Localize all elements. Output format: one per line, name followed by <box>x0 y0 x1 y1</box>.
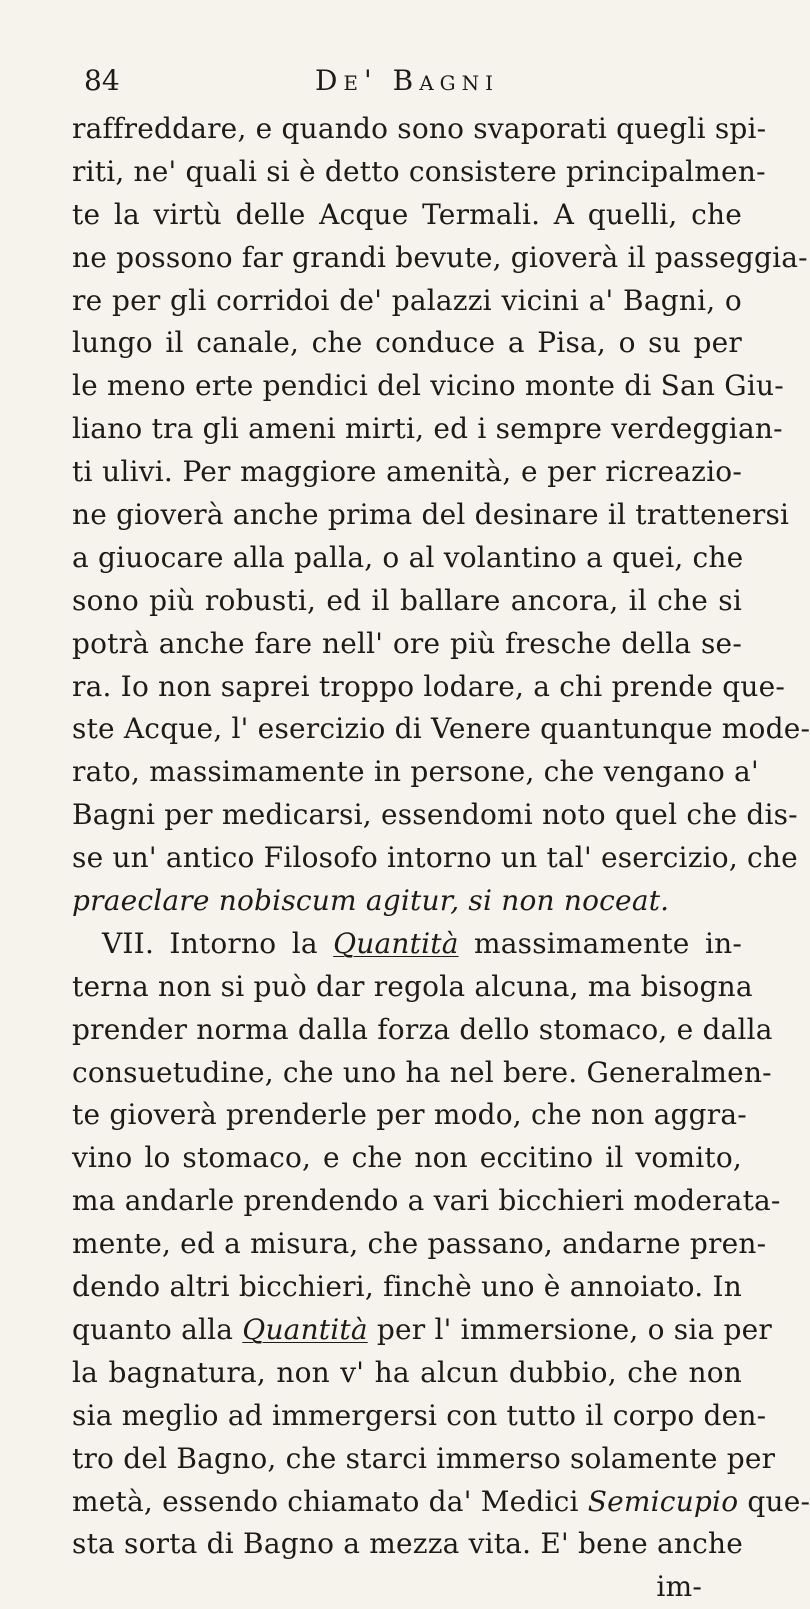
line-text: potrà anche fare nell' ore più fresche della se- <box>72 626 742 660</box>
line-text: per l' immersione, o sia per <box>367 1312 772 1346</box>
line-text: VII. Intorno la <box>102 926 334 960</box>
text-line <box>72 623 742 666</box>
text-line <box>72 1352 742 1395</box>
text-line <box>72 280 742 323</box>
text-line <box>72 322 742 365</box>
line-text: riti, ne' quali si è detto consistere principalmen- <box>72 154 766 188</box>
line-text: terna non si può dar regola alcuna, ma bisogna <box>72 969 753 1003</box>
text-line <box>72 365 784 408</box>
text-line <box>72 1180 781 1223</box>
text-line <box>72 1481 810 1524</box>
text-line <box>72 1094 747 1137</box>
line-text: dendo altri bicchieri, finchè uno è annoiato. In <box>72 1270 742 1304</box>
line-text: a giuocare alla palla, o al volantino a quei, che <box>72 540 744 574</box>
line-text: quanto alla <box>72 1312 243 1346</box>
text-line <box>72 837 798 880</box>
text-line <box>72 1009 773 1052</box>
line-text: vino lo stomaco, e che non eccitino il vomito, <box>72 1141 742 1175</box>
line-text: consuetudine, che uno ha nel bere. Generalmen- <box>72 1055 772 1089</box>
line-text: sta sorta di Bagno a mezza vita. E' bene anche <box>72 1527 744 1561</box>
line-text: tro del Bagno, che starci immerso solamente per <box>72 1441 776 1475</box>
text-line <box>72 751 759 794</box>
line-text: massimamente in- <box>458 926 742 960</box>
line-text: te gioverà prenderle per modo, che non aggra- <box>72 1098 747 1132</box>
line-text: ra. Io non saprei troppo lodare, a chi prende que- <box>72 669 786 703</box>
text-line <box>72 194 742 237</box>
emphasized-text: praeclare nobiscum agitur, si non noceat. <box>72 884 670 918</box>
running-head: De' Bagni <box>314 64 500 97</box>
line-text: im- <box>656 1570 702 1604</box>
text-line <box>72 1052 772 1095</box>
line-text: mente, ed a misura, che passano, andarne pren- <box>72 1227 767 1261</box>
line-text: re per gli corridoi de' palazzi vicini a' Bagni, o <box>72 283 742 317</box>
line-text: sono più robusti, ed il ballare ancora, il che si <box>72 583 742 617</box>
text-line <box>72 1395 767 1438</box>
line-text: liano tra gli ameni mirti, ed i sempre verdeggian- <box>72 412 783 446</box>
line-text: rato, massimamente in persone, che vengano a' <box>72 755 759 789</box>
line-text: metà, essendo chiamato da' Medici <box>72 1484 588 1518</box>
text-line <box>72 880 742 923</box>
line-text: raffreddare, e quando sono svaporati quegli spi- <box>72 112 767 145</box>
text-line <box>72 451 742 494</box>
text-line <box>72 1137 742 1180</box>
text-line <box>72 1438 776 1481</box>
text-line <box>72 408 783 451</box>
emphasized-text: Semicupio <box>587 1484 739 1518</box>
line-text: ste Acque, l' esercizio di Venere quantunque mode- <box>72 712 810 746</box>
catchword <box>72 1566 742 1609</box>
text-line <box>72 237 808 280</box>
emphasized-text: Quantità <box>242 1312 368 1346</box>
line-text: ne gioverà anche prima del desinare il trattenersi <box>72 498 790 532</box>
line-text: Bagni per medicarsi, essendomi noto quel che dis- <box>72 798 798 832</box>
body-text <box>72 108 810 1609</box>
line-text: le meno erte pendici del vicino monte di San Giu- <box>72 369 784 403</box>
line-text: prender norma dalla forza dello stomaco, e dalla <box>72 1012 773 1046</box>
text-line <box>72 794 798 837</box>
text-line <box>72 108 767 151</box>
text-line <box>72 666 786 709</box>
line-text: ti ulivi. Per maggiore amenità, e per ricreazio- <box>72 455 742 489</box>
line-text: se un' antico Filosofo intorno un tal' esercizio, che <box>72 841 798 875</box>
line-text: lungo il canale, che conduce a Pisa, o su per <box>72 326 742 360</box>
line-text: ma andarle prendendo a vari bicchieri moderata- <box>72 1184 781 1218</box>
line-text: te la virtù delle Acque Termali. A quelli, che <box>72 197 742 231</box>
page-header <box>72 58 742 98</box>
text-line <box>72 537 742 580</box>
line-text: sia meglio ad immergersi con tutto il corpo den- <box>72 1398 767 1432</box>
text-line <box>72 966 753 1009</box>
emphasized-text: Quantità <box>333 926 459 960</box>
line-text: ne possono far grandi bevute, gioverà il passeggia- <box>72 240 808 274</box>
text-line <box>72 1266 742 1309</box>
text-line <box>72 1223 767 1266</box>
line-text: la bagnatura, non v' ha alcun dubbio, che non <box>72 1355 742 1389</box>
line-text: que- <box>738 1484 810 1518</box>
text-line <box>72 708 810 751</box>
text-line <box>72 494 790 537</box>
text-line <box>72 580 742 623</box>
text-line <box>72 151 766 194</box>
page-number: 84 <box>84 64 120 97</box>
text-line <box>72 923 742 966</box>
text-line <box>72 1309 772 1352</box>
text-line <box>72 1523 742 1566</box>
